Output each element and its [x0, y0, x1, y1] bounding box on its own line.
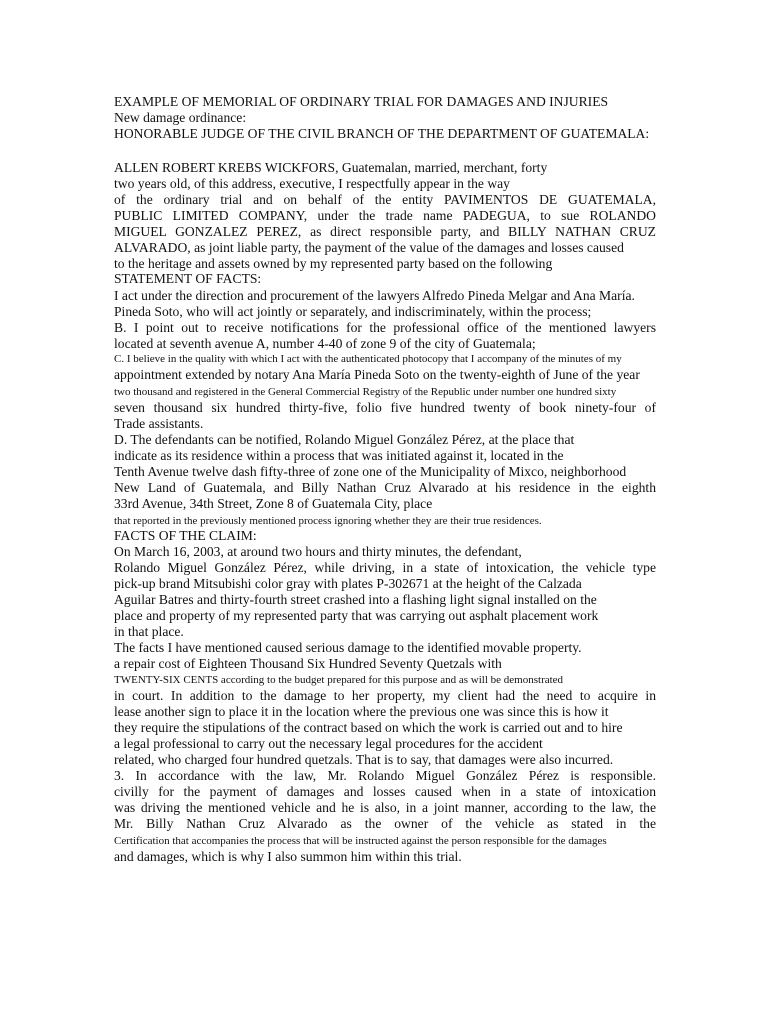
text-line: D. The defendants can be notified, Rolando Miguel González Pérez, at the place that — [114, 432, 575, 447]
text-line: they require the stipulations of the contract based on which the work is carried out and to hire — [114, 720, 623, 735]
text-line: New damage ordinance: — [114, 110, 247, 125]
text-line: related, who charged four hundred quetzals. That is to say, that damages were also incurred. — [114, 752, 614, 767]
text-line: in court. In addition to the damage to her property, my client had the need to acquire in — [114, 688, 656, 703]
text-line: 3. In accordance with the law, Mr. Rolando Miguel González Pérez is responsible. — [114, 768, 656, 783]
text-line: to the heritage and assets owned by my represented party based on the following — [114, 256, 553, 271]
text-line: Pineda Soto, who will act jointly or separately, and indiscriminately, within the process; — [114, 304, 592, 319]
text-line: lease another sign to place it in the location where the previous one was since this is how it — [114, 704, 609, 719]
text-line: indicate as its residence within a process that was initiated against it, located in the — [114, 448, 564, 463]
text-line: ALLEN ROBERT KREBS WICKFORS, Guatemalan, married, merchant, forty — [114, 160, 548, 175]
text-line: two thousand and registered in the General Commercial Registry of the Republic under number one hundred sixty — [114, 386, 617, 398]
text-line: that reported in the previously mentioned process ignoring whether they are their true residences. — [114, 515, 542, 527]
document-title: EXAMPLE OF MEMORIAL OF ORDINARY TRIAL FOR DAMAGES AND INJURIES — [114, 94, 609, 109]
section-heading: STATEMENT OF FACTS: — [114, 271, 262, 286]
text-line: Certification that accompanies the process that will be instructed against the person responsible for the damages — [114, 835, 607, 847]
text-line: 33rd Avenue, 34th Street, Zone 8 of Guatemala City, place — [114, 496, 433, 511]
text-line: pick-up brand Mitsubishi color gray with plates P-302671 at the height of the Calzada — [114, 576, 582, 591]
text-line: New Land of Guatemala, and Billy Nathan Cruz Alvarado at his residence in the eighth — [114, 480, 656, 495]
text-line: in that place. — [114, 624, 184, 639]
text-line: Aguilar Batres and thirty-fourth street crashed into a flashing light signal installed on the — [114, 592, 597, 607]
text-line: B. I point out to receive notifications for the professional office of the mentioned lawyers — [114, 320, 656, 335]
text-line: seven thousand six hundred thirty-five, folio five hundred twenty of book ninety-four of — [114, 400, 656, 415]
text-line: of the ordinary trial and on behalf of the entity PAVIMENTOS DE GUATEMALA, — [114, 192, 656, 207]
text-line: The facts I have mentioned caused serious damage to the identified movable property. — [114, 640, 582, 655]
text-line: place and property of my represented party that was carrying out asphalt placement work — [114, 608, 599, 623]
text-line: MIGUEL GONZALEZ PEREZ, as direct responsible party, and BILLY NATHAN CRUZ — [114, 224, 656, 239]
text-line: located at seventh avenue A, number 4-40 of zone 9 of the city of Guatemala; — [114, 336, 536, 351]
text-line: ALVARADO, as joint liable party, the payment of the value of the damages and losses caused — [114, 240, 624, 255]
section-heading: FACTS OF THE CLAIM: — [114, 528, 257, 543]
text-line: a legal professional to carry out the necessary legal procedures for the accident — [114, 736, 543, 751]
text-line: two years old, of this address, executive, I respectfully appear in the way — [114, 176, 510, 191]
text-line: Mr. Billy Nathan Cruz Alvarado as the owner of the vehicle as stated in the — [114, 816, 656, 831]
text-line: Tenth Avenue twelve dash fifty-three of zone one of the Municipality of Mixco, neighborhood — [114, 464, 627, 479]
text-line: HONORABLE JUDGE OF THE CIVIL BRANCH OF THE DEPARTMENT OF GUATEMALA: — [114, 126, 650, 141]
text-line: appointment extended by notary Ana María Pineda Soto on the twenty-eighth of June of the year — [114, 367, 640, 382]
text-line: PUBLIC LIMITED COMPANY, under the trade name PADEGUA, to sue ROLANDO — [114, 208, 656, 223]
text-line: was driving the mentioned vehicle and he is also, in a joint manner, according to the law, the — [114, 800, 656, 815]
text-line: On March 16, 2003, at around two hours and thirty minutes, the defendant, — [114, 544, 522, 559]
text-line: and damages, which is why I also summon him within this trial. — [114, 849, 462, 864]
text-line: a repair cost of Eighteen Thousand Six Hundred Seventy Quetzals with — [114, 656, 502, 671]
text-line: I act under the direction and procurement of the lawyers Alfredo Pineda Melgar and Ana María. — [114, 288, 635, 303]
text-line: TWENTY-SIX CENTS according to the budget prepared for this purpose and as will be demonstrated — [114, 674, 564, 686]
text-line: civilly for the payment of damages and losses caused when in a state of intoxication — [114, 784, 656, 799]
text-line: C. I believe in the quality with which I act with the authenticated photocopy that I accompany of the minutes of my — [114, 353, 622, 365]
text-line: Trade assistants. — [114, 416, 204, 431]
text-line: Rolando Miguel González Pérez, while driving, in a state of intoxication, the vehicle type — [114, 560, 656, 575]
